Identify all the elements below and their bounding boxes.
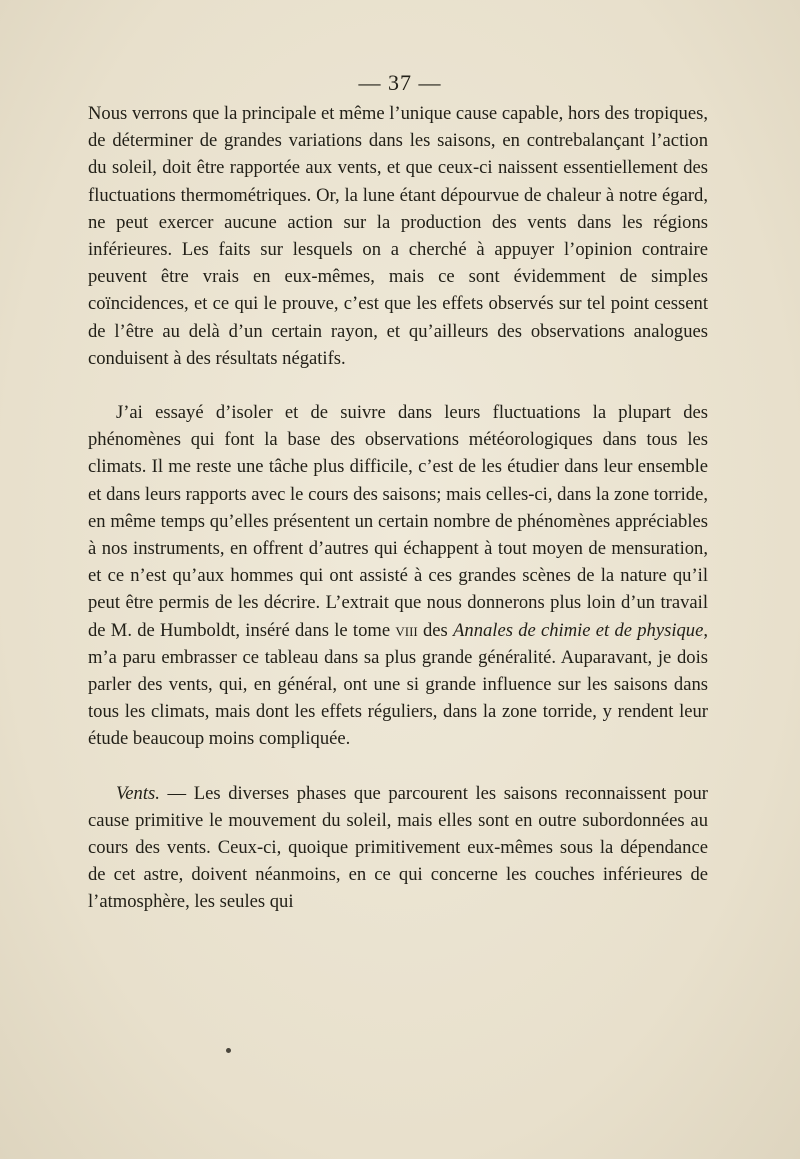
page-number: — 37 — [358, 70, 442, 95]
section-heading-vents: Vents. [116, 782, 160, 804]
paragraph-2 [88, 399, 708, 753]
volume-numeral: viii [395, 619, 418, 641]
paragraph-2-text: J’ai essayé d’isoler et de suivre dans leurs fluctuations la plupart des phénomènes qui font la base des observations météorologiques dans tous les climats. Il me reste une tâche plus difficile, c’est de les étudier dans leur ensemble et dans leurs rapports avec le cours des saisons; mais celles-ci, dans la zone torride, en même temps qu’elles présentent un certain nombre de phénomènes appréciables à nos instruments, en offrent d’autres qui échappent à tout moyen de mensuration, et ce n’est qu’aux hommes qui ont assisté à ces grandes scènes de la nature qu’il peut être permis de les décrire. L’extrait que nous donnerons plus loin d’un travail de M. de Humboldt, inséré dans le tome [88, 402, 708, 641]
paragraph-2-des: des [423, 619, 448, 641]
paragraph-1: Nous verrons que la principale et même l’unique cause capable, hors des tropiques, de déterminer de grandes variations dans les saisons, en contrebalançant l’action du soleil, doit être rapportée aux vents, et que ceux-ci naissent essentiellement des fluctuations thermométriques. Or, la lune étant dépourvue de chaleur à notre égard, ne peut exercer aucune action sur la production des vents dans les régions inférieures. Les faits sur lesquels on a cherché à appuyer l’opinion contraire peuvent être vrais en eux-mêmes, mais ce sont évidemment de simples coïncidences, et ce qui le prouve, c’est que les effets observés sur tel point cessent de l’être au delà d’un certain rayon, et qu’ailleurs des observations analogues conduisent à des résultats négatifs. [88, 103, 708, 369]
journal-title: Annales de chimie et de physique [453, 619, 704, 641]
body-text [88, 100, 708, 916]
paragraph-3-text: — Les diverses phases que parcourent les saisons reconnaissent pour cause primitive le mouvement du soleil, mais elles sont en outre subordonnées au cours des vents. Ceux-ci, quoique primitivement eux-mêmes sous la dépendance de cet astre, doivent néanmoins, en ce qui concerne les couches inférieures de l’atmosphère, les seules qui [88, 782, 708, 913]
paragraph-2-continued: , m’a paru embrasser ce tableau dans sa plus grande généralité. Auparavant, je dois parler des vents, qui, en général, ont une si grande influence sur les saisons dans tous les climats, mais dont les effets réguliers, dans la zone torride, y rendent leur étude beaucoup moins compliquée. [88, 619, 708, 750]
paragraph-3 [88, 780, 708, 916]
ink-speck [226, 1048, 231, 1053]
